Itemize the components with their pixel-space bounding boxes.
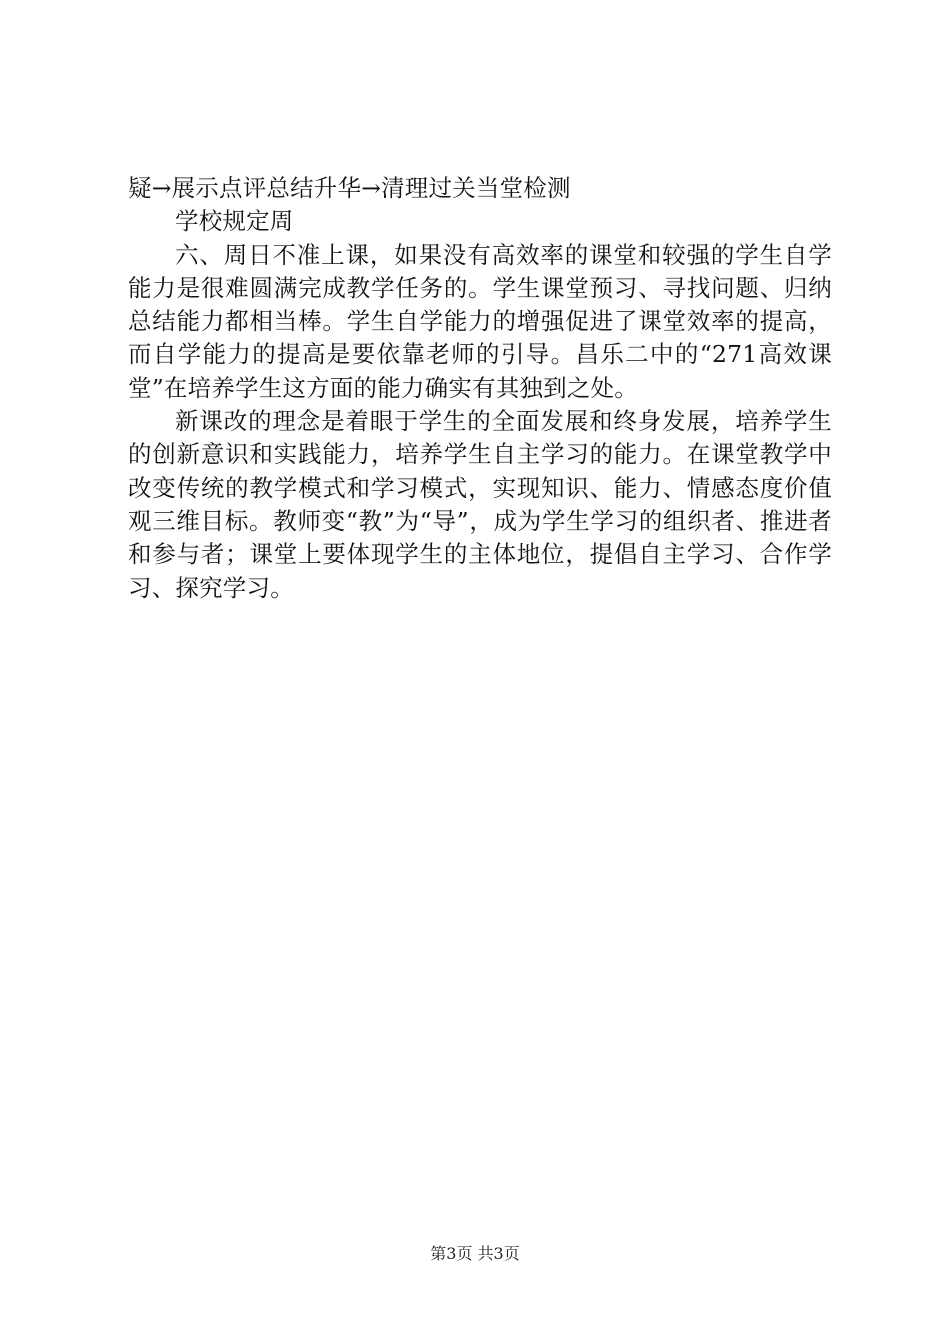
paragraph-continuation: 疑→展示点评总结升华→清理过关当堂检测 — [128, 174, 571, 202]
document-body — [128, 172, 832, 605]
page-footer: 第3页 共3页 — [430, 1244, 520, 1263]
paragraph-curriculum-reform: 新课改的理念是着眼于学生的全面发展和终身发展，培养学生的创新意识和实践能力，培养学生自主学习的能力。在课堂教学中改变传统的教学模式和学习模式，实现知识、能力、情感态度价值观三维目标。教师变“教”为“导”，成为学生学习的组织者、推进者和参与者；课堂上要体现学生的主体地位，提倡自主学习、合作学习、探究学习。 — [128, 407, 832, 602]
paragraph-school-rule: 学校规定周 — [175, 207, 294, 236]
paragraph-weekend-classes: 六、周日不准上课，如果没有高效率的课堂和较强的学生自学能力是很难圆满完成教学任务的。学生课堂预习、寻找问题、归纳总结能力都相当棒。学生自学能力的增强促进了课堂效率的提高，而自学能力的提高是要依靠老师的引导。昌乐二中的“271高效课堂”在培养学生这方面的能力确实有其独到之处。 — [128, 240, 832, 402]
